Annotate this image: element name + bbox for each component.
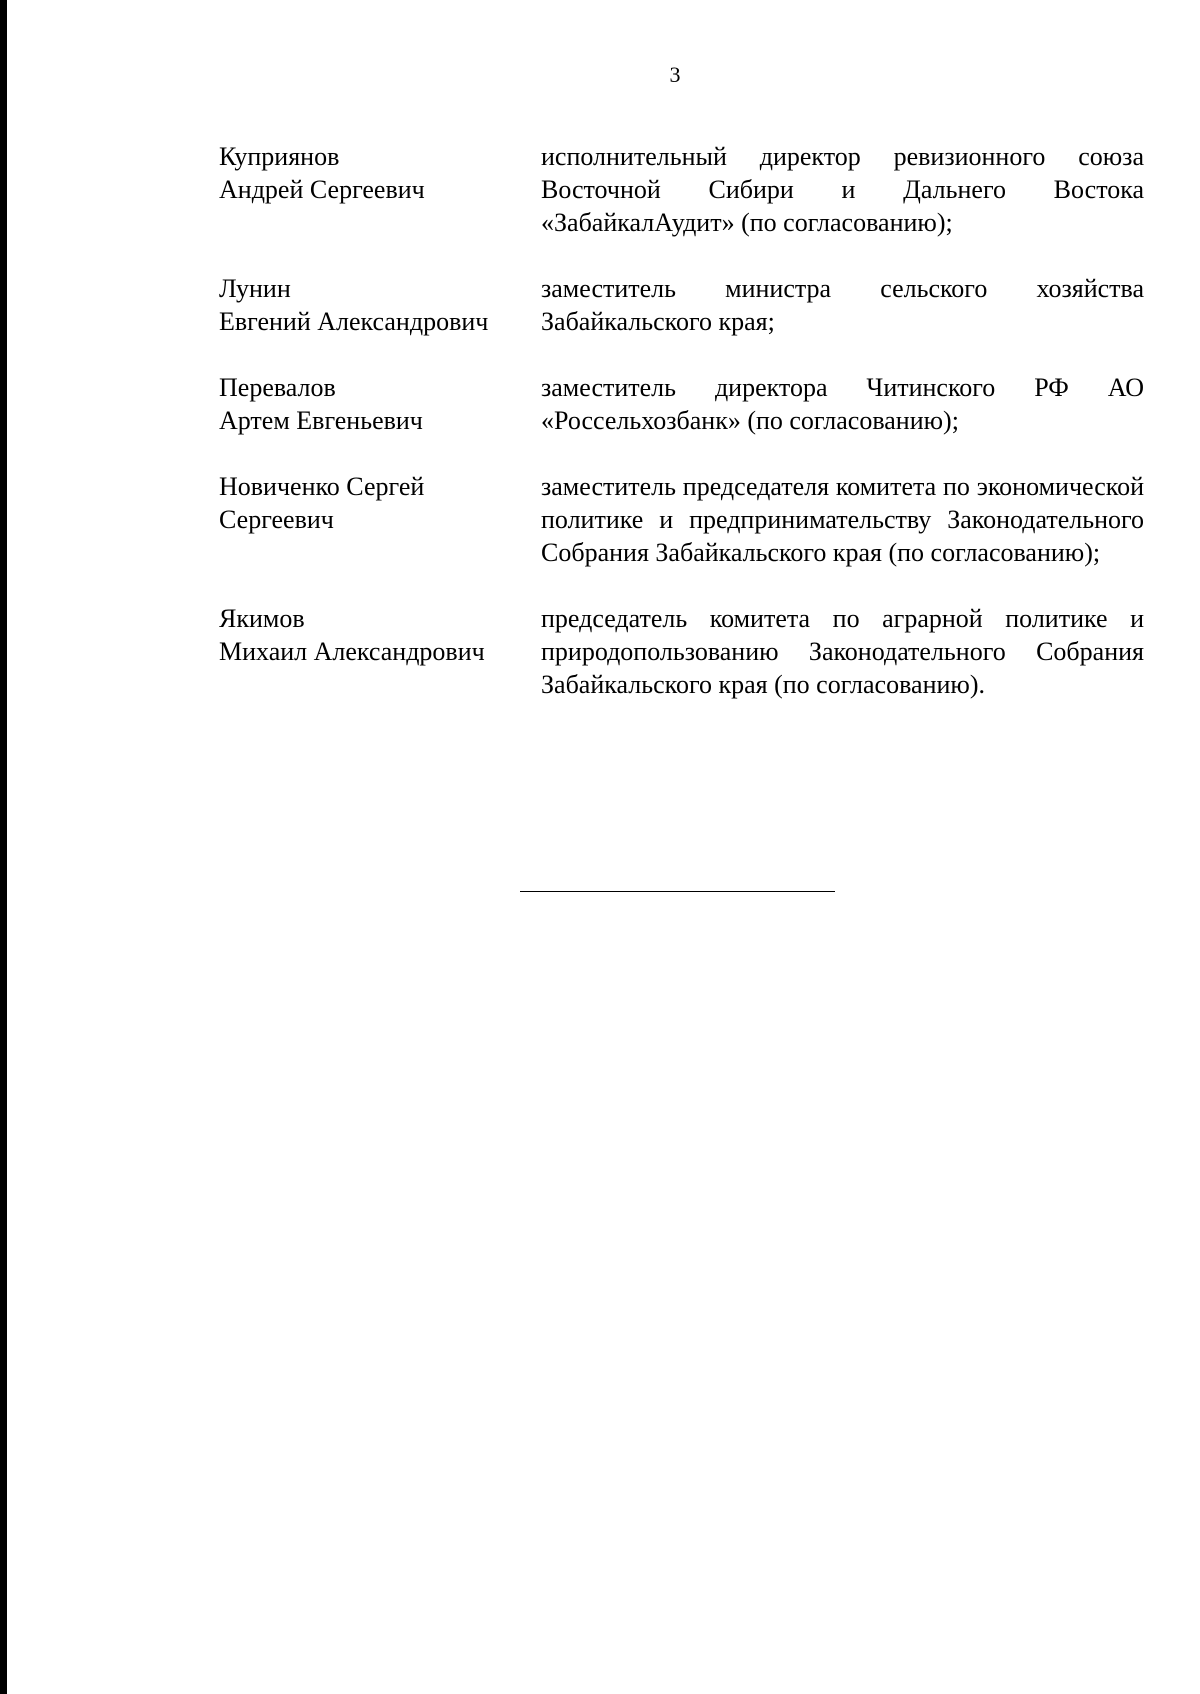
member-name: Куприянов Андрей Сергеевич [219, 142, 425, 204]
members-list [219, 140, 1144, 734]
member-entry [219, 602, 1144, 701]
scan-left-edge [0, 0, 7, 1694]
member-entry [219, 371, 1144, 437]
end-of-document-rule [520, 891, 835, 892]
member-position: заместитель министра сельского хозяйства Забайкальского края; [541, 274, 1144, 336]
member-name: Якимов Михаил Александрович [219, 604, 485, 666]
member-entry [219, 470, 1144, 569]
member-entry [219, 272, 1144, 338]
member-position: заместитель директора Читинского РФ АО «Россельхозбанк» (по согласованию); [541, 373, 1144, 435]
member-name: Лунин Евгений Александрович [219, 274, 489, 336]
member-position: исполнительный директор ревизионного союза Восточной Сибири и Дальнего Востока «ЗабайкалАудит» (по согласованию); [541, 142, 1144, 237]
member-position: председатель комитета по аграрной политике и природопользованию Законодательного Собрания Забайкальского края (по согласованию). [541, 604, 1144, 699]
member-name: Перевалов Артем Евгеньевич [219, 373, 423, 435]
member-name: Новиченко Сергей Сергеевич [219, 472, 425, 534]
page-number: 3 [669, 62, 681, 87]
member-entry [219, 140, 1144, 239]
member-position: заместитель председателя комитета по экономической политике и предпринимательству Законодательного Собрания Забайкальского края (по согласованию); [541, 472, 1144, 567]
